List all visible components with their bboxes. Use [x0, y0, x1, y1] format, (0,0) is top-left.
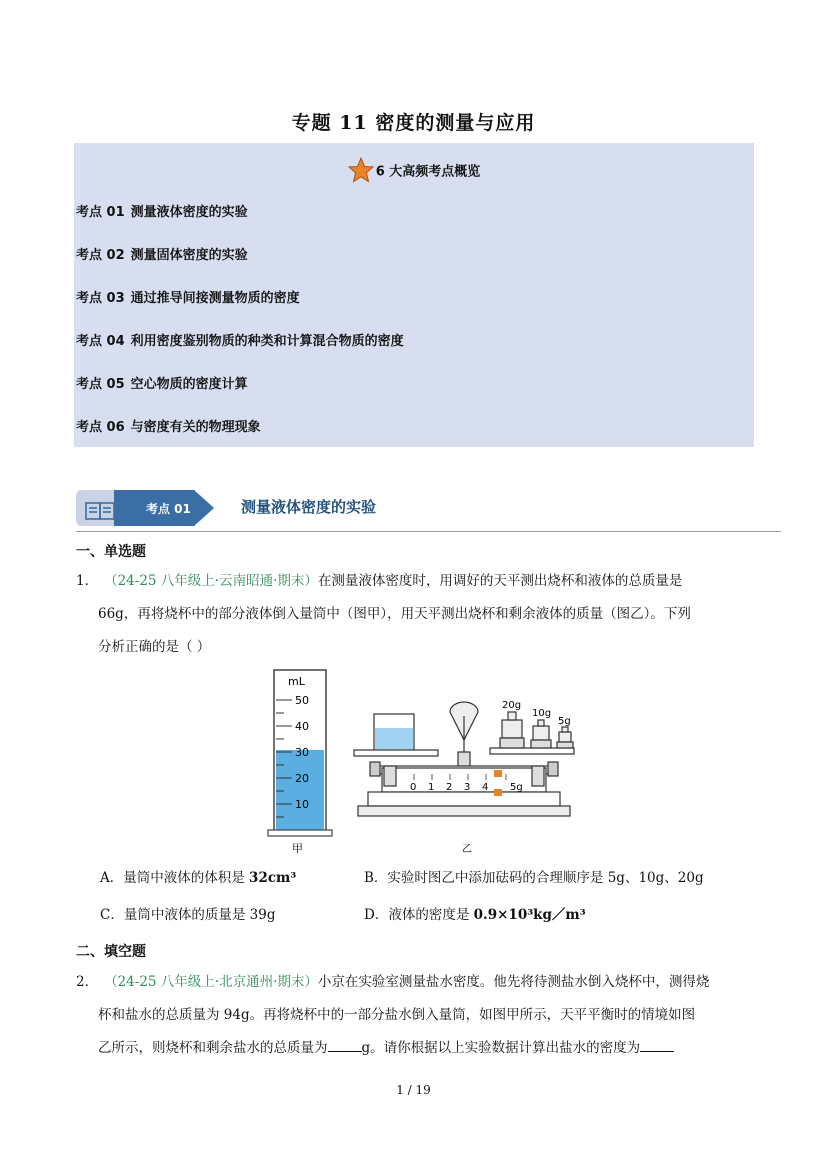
- cyl-tick: 50: [295, 694, 309, 707]
- scale-tick: 0: [410, 782, 417, 793]
- scale-tick: 3: [464, 782, 471, 793]
- page-number: 1 / 19: [396, 1083, 431, 1097]
- question-source: （24-25 八年级上·北京通州·期末）: [104, 974, 318, 990]
- weight-label: 20g: [502, 700, 522, 711]
- weight-label: 5g: [558, 716, 571, 727]
- unit-label: mL: [288, 675, 305, 688]
- option-d[interactable]: D．液体的密度是 0.9×10³kg／m³: [364, 907, 586, 923]
- experiment-figure: [262, 668, 592, 858]
- cyl-tick: 40: [295, 720, 309, 733]
- rider-mark: [494, 789, 502, 796]
- question-source: （24-25 八年级上·云南昭通·期末）: [104, 573, 318, 589]
- page-title: 专题 11 密度的测量与应用: [291, 112, 536, 134]
- section-banner: [76, 490, 231, 526]
- overview-item: 考点 01 测量液体密度的实验: [76, 205, 248, 220]
- scale-tick: 4: [482, 782, 489, 793]
- part1-heading: 一、单选题: [76, 544, 146, 560]
- graduated-cylinder: [268, 670, 332, 855]
- weight-label: 10g: [532, 708, 552, 719]
- section-tag: 考点 01: [146, 502, 191, 516]
- overview-heading: [74, 157, 754, 187]
- option-a[interactable]: A．量筒中液体的体积是 32cm³: [100, 870, 297, 886]
- answer-blank[interactable]: [328, 1038, 362, 1052]
- answer-blank[interactable]: [640, 1038, 674, 1052]
- cyl-tick: 20: [295, 772, 309, 785]
- balance-scale: [354, 702, 574, 816]
- question-1: 1． （24-25 八年级上·云南昭通·期末）在测量液体密度时，用调好的天平测出烧杯和液体的总质量是 66g，再将烧杯中的部分液体倒入量筒中（图甲），用天平测出烧杯和剩余液体的质量（图乙）。下列 分析正确的是（ ）: [76, 573, 691, 655]
- caption-yi: 乙: [462, 844, 472, 855]
- overview-item: 考点 03 通过推导间接测量物质的密度: [76, 291, 300, 306]
- liquid: [276, 750, 324, 830]
- overview-heading-text: 6 大高频考点概览: [375, 164, 481, 180]
- scale-tick: 1: [428, 782, 435, 793]
- overview-item: 考点 05 空心物质的密度计算: [76, 377, 248, 392]
- overview-item: 考点 06 与密度有关的物理现象: [76, 420, 261, 435]
- rider: [494, 770, 502, 777]
- divider: [76, 531, 781, 532]
- part2-heading: 二、填空题: [76, 944, 146, 960]
- star-icon: [348, 157, 374, 187]
- scale-tick: 2: [446, 782, 453, 793]
- option-b[interactable]: B．实验时图乙中添加砝码的合理顺序是 5g、10g、20g: [364, 870, 704, 886]
- overview-box: [74, 143, 754, 447]
- option-c[interactable]: C．量筒中液体的质量是 39g: [100, 907, 276, 923]
- caption-jia: 甲: [292, 842, 303, 855]
- scale-tick: 5g: [510, 782, 523, 793]
- cyl-tick: 30: [295, 746, 309, 759]
- overview-item: 考点 04 利用密度鉴别物质的种类和计算混合物质的密度: [76, 334, 404, 349]
- cyl-tick: 10: [295, 798, 309, 811]
- beaker-liquid: [375, 728, 413, 749]
- section-title: 测量液体密度的实验: [241, 498, 377, 516]
- question-2: 2． （24-25 八年级上·北京通州·期末）小京在实验室测量盐水密度。他先将待测盐水倒入烧杯中，测得烧 杯和盐水的总质量为 94g。再将烧杯中的一部分盐水倒入量筒，如图甲所示，天平平衡时的情境如图 乙所示，则烧杯和剩余盐水的总质量为 g。请你根据以上实验数据计算出盐水的密度为: [76, 974, 710, 1056]
- overview-item: 考点 02 测量固体密度的实验: [76, 248, 248, 263]
